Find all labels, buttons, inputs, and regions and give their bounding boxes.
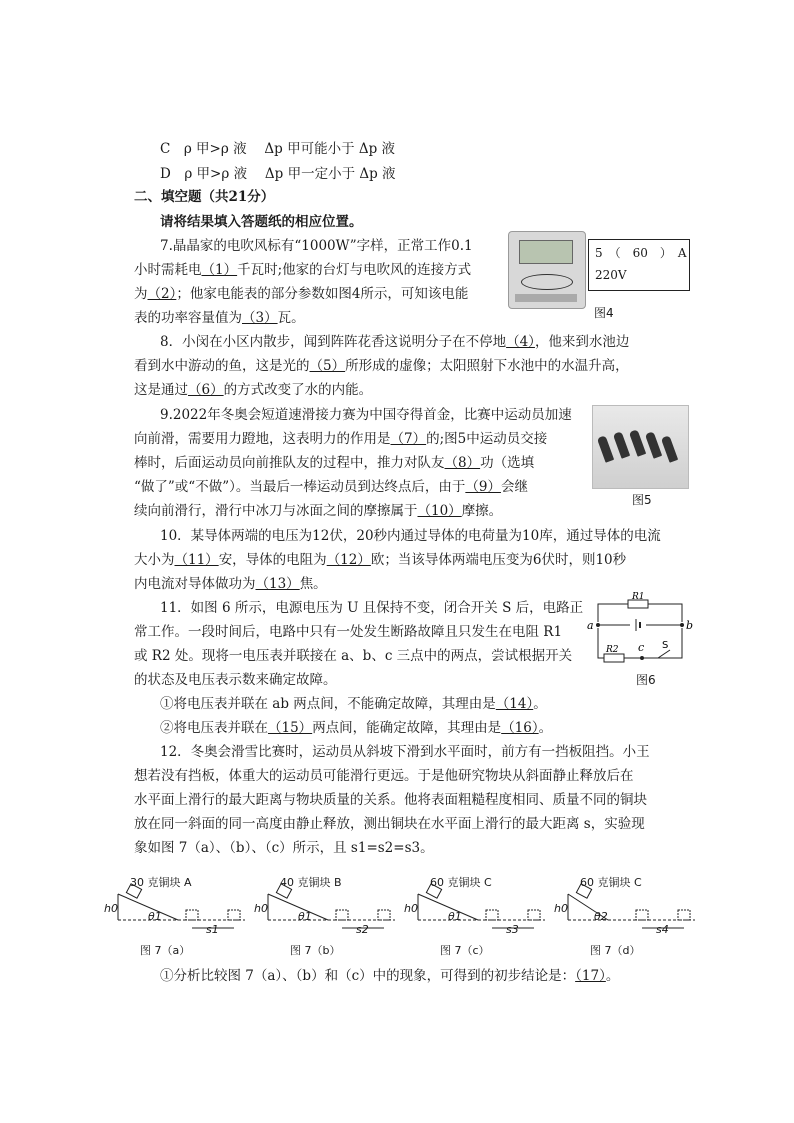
blank-5: （5） <box>309 358 346 374</box>
height-label: h0 <box>104 902 118 915</box>
q10-line2 <box>134 550 626 570</box>
q10-line1: 10．某导体两端的电压为12伏，20秒内通过导体的电荷量为10库，通过导体的电流 <box>160 528 661 544</box>
q9-line1: 9.2022年冬奥会短道速滑接力赛为中国夺得首金，比赛中运动员加速 <box>160 407 572 423</box>
option-c: C ρ 甲>ρ 液 Δp 甲可能小于 Δp 液 <box>160 141 396 157</box>
distance-label: s2 <box>356 923 369 936</box>
label-b: b <box>686 619 694 632</box>
figure-7 <box>100 872 700 962</box>
blank-4: （4） <box>506 334 535 350</box>
q9-line2 <box>134 429 547 449</box>
q7-line3 <box>134 284 468 304</box>
node-b <box>680 623 684 627</box>
blank-3: （3） <box>242 310 278 326</box>
q10-text: 安，导体的电阻为 <box>218 552 327 568</box>
q11-line3: 或 R2 处。现将一电压表并联接在 a、b、c 三点中的两点，尝试根据开关 <box>134 648 573 664</box>
q8-text: 所形成的虚像；太阳照射下水池中的水温升高， <box>345 358 629 374</box>
distance-label: s4 <box>656 923 669 936</box>
figure-6-caption: 图6 <box>636 673 656 687</box>
q11-line1: 11．如图 6 所示，电源电压为 U 且保持不变，闭合开关 S 后，电路正 <box>160 600 584 616</box>
q8-line2 <box>134 356 629 376</box>
q12-line6 <box>160 966 619 986</box>
angle-label: θ1 <box>448 910 462 923</box>
blank-2: （2） <box>147 286 177 302</box>
block-label: 40 克铜块 B <box>280 876 342 889</box>
q7-text: 千瓦时;他家的台灯与电吹风的连接方式 <box>237 262 472 278</box>
q7-line4 <box>134 308 305 328</box>
blank-15: （15） <box>268 720 313 736</box>
skater-figure <box>661 435 678 463</box>
q9-line4 <box>134 477 528 497</box>
blank-1: （1） <box>201 262 238 278</box>
q9-line3 <box>134 453 534 473</box>
q9-text: 会继 <box>500 479 528 495</box>
copper-block-mid <box>186 910 198 920</box>
q11-text: ②将电压表并联在 <box>160 720 268 736</box>
block-label: 30 克铜块 A <box>130 876 192 889</box>
blank-14: （14） <box>495 696 534 712</box>
skater-figure <box>645 431 662 459</box>
q7-line2 <box>134 260 471 280</box>
distance-label: s1 <box>206 923 219 936</box>
resistor-r2 <box>604 654 624 662</box>
figure-5-caption: 图5 <box>632 493 652 507</box>
electric-meter-image <box>508 231 586 309</box>
figure-7-caption: 图 7（a） <box>140 944 191 957</box>
blank-13: （13） <box>255 576 300 592</box>
blank-16: （16） <box>501 720 539 736</box>
q10-line3 <box>134 574 327 594</box>
q11-line4: 的状态及电压表示数来确定故障。 <box>134 672 337 688</box>
distance-label: s3 <box>506 923 519 936</box>
option-d: D ρ 甲>ρ 液 Δp 甲一定小于 Δp 液 <box>160 166 396 182</box>
figure-7-caption: 图 7（c） <box>440 944 490 957</box>
height-label: h0 <box>404 902 418 915</box>
height-label: h0 <box>254 902 268 915</box>
q9-text: 摩擦。 <box>461 503 503 519</box>
copper-block-mid <box>336 910 348 920</box>
q8-line3 <box>134 380 372 400</box>
copper-block-end <box>378 910 390 920</box>
skater-figure <box>629 429 646 457</box>
section-title: 二、填空题（共21分） <box>134 189 275 205</box>
q12-line2: 想若没有挡板，体重大的运动员可能滑行更远。于是他研究物块从斜面静止释放后在 <box>134 768 634 784</box>
q11-line5 <box>160 694 547 714</box>
block-label: 60 克铜块 C <box>580 876 642 889</box>
label-r2: R2 <box>606 645 619 655</box>
q8-text: 这是通过 <box>134 382 188 398</box>
figure-7-caption: 图 7（d） <box>590 944 641 957</box>
q11-line2: 常工作。一段时间后，电路中只有一处发生断路故障且只发生在电阻 R1 <box>134 624 563 640</box>
copper-block-end <box>528 910 540 920</box>
blank-9: （9） <box>465 479 501 495</box>
q7-text: 小时需耗电 <box>134 262 202 278</box>
skater-figure <box>613 431 630 459</box>
angle-label: θ1 <box>148 910 162 923</box>
label-c: c <box>638 641 645 654</box>
node-a <box>596 623 600 627</box>
blank-7: （7） <box>390 431 427 447</box>
copper-block-mid <box>636 910 648 920</box>
q8-text: 8．小闵在小区内散步，闻到阵阵花香这说明分子在不停地 <box>160 334 507 350</box>
q11-text: ①将电压表并联在 ab 两点间，不能确定故障，其理由是 <box>160 696 496 712</box>
q9-text: 向前滑，需要用力蹬地，这表明力的作用是 <box>134 431 391 447</box>
section-instruction: 请将结果填入答题纸的相应位置。 <box>160 214 363 230</box>
label-r1: R1 <box>632 592 645 602</box>
speed-skating-photo <box>592 405 689 489</box>
q8-text: ，他来到水池边 <box>534 334 630 350</box>
q12-text: 。 <box>605 968 620 984</box>
copper-block-mid <box>486 910 498 920</box>
q7-line1: 7.晶晶家的电吹风标有“1000W”字样，正常工作0.1 <box>160 238 473 254</box>
q11-text: 。 <box>533 696 547 712</box>
q8-text: 的方式改变了水的内能。 <box>223 382 373 398</box>
q10-text: 焦。 <box>299 576 327 592</box>
label-s: S <box>662 640 669 651</box>
node-c <box>640 656 644 660</box>
q9-text: “做了”或“不做”）。当最后一棒运动员到达终点后，由于 <box>134 479 466 495</box>
angle-label: θ1 <box>298 910 312 923</box>
blank-11: （11） <box>174 552 219 568</box>
blank-10: （10） <box>417 503 462 519</box>
q12-line1: 12．冬奥会滑雪比赛时，运动员从斜坡下滑到水平面时，前方有一挡板阻挡。小王 <box>160 744 650 760</box>
q12-line4: 放在同一斜面的同一高度由静止释放，测出铜块在水平面上滑行的最大距离 s，实验现 <box>134 816 645 832</box>
q10-text: 内电流对导体做功为 <box>134 576 256 592</box>
q9-text: 功（选填 <box>480 455 535 471</box>
meter-param-current: 5 （ 60 ） A <box>595 246 687 260</box>
q8-text: 看到水中游动的鱼，这是光的 <box>134 358 310 374</box>
copper-block-end <box>228 910 240 920</box>
block-label: 60 克铜块 C <box>430 876 492 889</box>
q11-line6 <box>160 718 552 738</box>
q7-text: ；他家电能表的部分参数如图4所示，可知该电能 <box>176 286 469 302</box>
blank-17: （17） <box>575 968 606 984</box>
q10-text: 大小为 <box>134 552 175 568</box>
q12-line3: 水平面上滑行的最大距离与物块质量的关系。他将表面粗糙程度相同、质量不同的铜块 <box>134 792 647 808</box>
skater-figure <box>597 435 614 463</box>
height-label: h0 <box>554 902 568 915</box>
q7-text: 瓦。 <box>277 310 305 326</box>
q10-text: 欧；当该导体两端电压变为6伏时，则10秒 <box>370 552 627 568</box>
q9-text: 的;图5中运动员交接 <box>426 431 548 447</box>
angle-label: θ2 <box>594 910 608 923</box>
copper-block-end <box>678 910 690 920</box>
q11-text: 。 <box>538 720 553 736</box>
label-a: a <box>587 619 594 632</box>
blank-6: （6） <box>188 382 224 398</box>
figure-7-caption: 图 7（b） <box>290 944 341 957</box>
q7-text: 为 <box>134 286 148 302</box>
figure-4-caption: 图4 <box>594 306 614 320</box>
meter-label-oval <box>521 274 573 290</box>
q8-line1 <box>160 332 629 352</box>
meter-screen <box>519 240 573 264</box>
q12-text: ①分析比较图 7（a）、（b）和（c）中的现象，可得到的初步结论是： <box>160 968 576 984</box>
q7-text: 表的功率容量值为 <box>134 310 242 326</box>
blank-8: （8） <box>444 455 481 471</box>
switch-s <box>658 650 670 658</box>
q11-text: 两点间，能确定故障，其理由是 <box>312 720 502 736</box>
meter-param-voltage: 220V <box>595 268 627 282</box>
blank-12: （12） <box>326 552 371 568</box>
circuit-diagram <box>586 592 694 672</box>
q9-line5 <box>134 501 502 521</box>
q12-line5: 象如图 7（a）、（b）、（c）所示，且 s1=s2=s3。 <box>134 840 434 856</box>
meter-base <box>515 294 577 302</box>
meter-params-box <box>588 239 690 291</box>
q9-text: 棒时，后面运动员向前推队友的过程中，推力对队友 <box>134 455 445 471</box>
q9-text: 续向前滑行，滑行中冰刀与冰面之间的摩擦属于 <box>134 503 418 519</box>
